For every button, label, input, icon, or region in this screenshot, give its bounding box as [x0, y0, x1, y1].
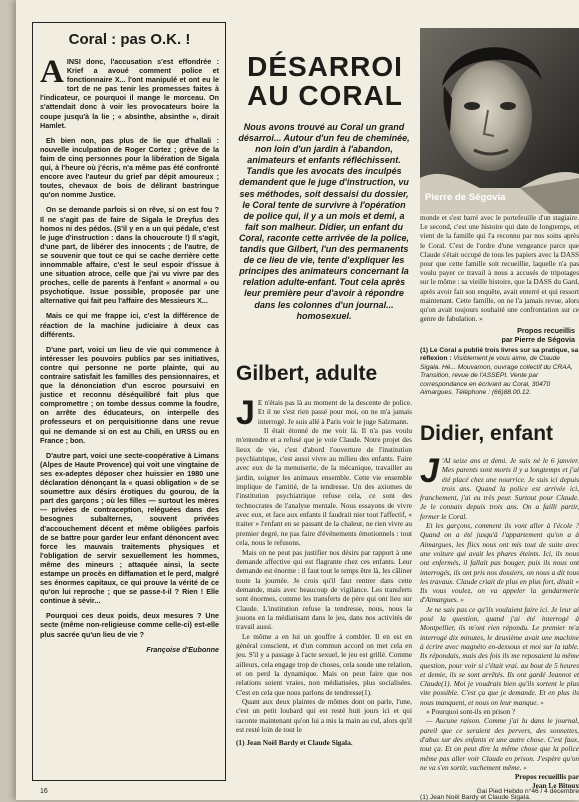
dropcap: A: [40, 54, 64, 90]
portrait-image: [420, 28, 579, 214]
article-intro: Nous avons trouvé au Coral un grand désarroi... Autour d'un feu de cheminée, non loin d'un jardin à l'abandon, animateurs et enfants réfléchissent. Tandis que les avocats des inculpés demandent que le juge d'instruction, vu ses méthodes, soit dessaisi du dossier, le Coral tente de survivre à l'opération de police qui, il y a un mois et demi, a fait son malheur. Didier, un enfant du Coral, raconte cette arrivée de la police, tandis que Gilbert, l'un des permanents de ce lieu de vie, tente d'expliquer les principes des animateurs concernant la relation adulte-enfant. Tout cela après leur première peur d'avoir à répondre dans les colonnes d'un journal... homosexuel.: [238, 122, 410, 321]
byline: Propos recueillis par Jean Le Bitoux: [514, 772, 579, 791]
paragraph: Quant aux deux plaintes de mômes dont on parle, l'une, c'est un petit loubard qui est resté huit jours ici et qui raconte maintenant qu'on lui a mis la main au cul, alors qu'il est resté loin de tout le: [236, 697, 412, 735]
sidebar-paragraph: Mais ce qui me frappe ici, c'est la différence de réaction de la machine judiciaire à deux cas différents.: [40, 311, 219, 339]
title-line: DÉSARROI: [247, 51, 403, 82]
sidebar-paragraph: Eh bien non, pas plus de lie que d'hallali : nouvelle inculpation de Roger Cortez ; grève de la faim de cinq personnes pour la libération de Sigala qui, à l'heure où j'écris, n'a même pas été confronté encore avec l'auteur du grief par dépit amoureux ; toutes, chevaux de bois de délirant bastringue qu'on nomme Justice.: [40, 135, 219, 200]
paragraph: « Pourquoi sont-ils en prison ?: [426, 707, 516, 717]
paragraph: J E n'étais pas là au moment de la descente de police. Et il ne s'est rien passé pour moi, on ne m'a jamais interrogé. Je suis allé à Paris voir le juge Salzmann.: [236, 394, 412, 432]
footnote: (1) Le Coral a publié trois livres sur sa pratique, sa réflexion : Visiblement je vous aime, de Claude Sigala. Hé... Mouvamon, ouvrage collectif du CRAA, Transition, revue de l'ASSEPI. Vente par correspondance en écrivant au Coral, 30470 Aimargues. Téléphone : (66)88.00.12.: [420, 347, 579, 397]
paragraph: Et les garçons, comment ils vont aller à l'école ? Quand on a été jusqu'à l'appartement qu'on a à Aimargues, les flics nous ont mis tout de suite avec une voiture qui avait les phares éteints. Ici, ils nous ont enfermés, il fallait pas bouger, puis ils nous ont interrogés, ils ont pris nos dossiers, on nous a dit tous les travaux. Claude criait de plus en plus fort, disait « Ils vous voulez, on va appeler la gendarmerie d'Aimargues. »: [420, 521, 579, 605]
paragraph: J 'AI seize ans et demi. Je suis né le 6 janvier. Mes parents sont morts il y a longtemps et j'ai été placé chez une nourrice. Je suis ici depuis trois ans. Quand la police est arrivée ici, franchement, j'ai eu très peur. Surtout pour Claude. Je le connais depuis trois ans. On a failli partir, fermer le Coral.: [420, 452, 579, 521]
sidebar-signature: Françoise d'Eubonne: [146, 644, 219, 654]
portrait-photo: [420, 28, 579, 214]
paragraph: Je ne sais pas ce qu'ils voulaient faire ici. Je leur ai posé la question, quand j'ai été interrogé à Montpellier, ils m'ont rien répondu. Le premier m'a interrogé dix minutes, le deuxième avait une machine à écrire avec magnéto en-dessous et moi sur la table. Ils répondais, mais des fois ils me reposaient la même question, pour voir si c'était vrai. au bout de 5 heures et demie, ils se sont arrêtés. Ils ont gardé Jeannot et Claude(1). Moi je voudrais bien qu'ils sortent le plus vite possible. C'est ça que je demande. Et en plus ils nous manquent, et nous on leur manque. »: [420, 604, 579, 707]
section-heading-gilbert: Gilbert, adulte: [236, 362, 378, 385]
continued-text: monde et s'est barré avec le portefeuille d'un stagiaire. Le second, c'est une histoire qui date de longtemps, et vient de la famille qui l'a reconnu par nos soins après le Coral. C'est de l'ordre d'une vengeance parce que Claude s'était occupé de tous les papiers avec la DASS pour que cette famille soit recueillie, laquelle n'a pas voulu payer ce travail à nous a accusés de tripotages sur le môme : sa vieille histoire, que la DASS du Gard, après avoir fait son enquête, avait enterré et qui ressort maintenant. Cette famille, on ne l'a jamais revue, alors qu'on avait toujours souhaité une confrontation sur ce genre de fabulation. »: [420, 214, 579, 324]
paragraph: Mais on ne peut pas justifier nos désirs par rapport à une demande affective qui est flagrante chez ces enfants. Leur demande est énorme : il faut tout le temps être là, les câliner toute la journée. Je crois qu'il faut rentrer dans cette demande, mais avec beaucoup de vigilance. Les transferts sont énormes, comme les transferts de père qui ont lieu sur Claude. L'institution refuse la tendresse, nous, nous la jouons en la médiatisant dans le jeu, dans nos activités de travail aussi.: [236, 547, 412, 632]
section-gilbert: [236, 394, 412, 780]
page-number: 16: [40, 788, 48, 795]
sidebar-title: Coral : pas O.K. !: [68, 31, 191, 48]
paragraph: — Aucune raison. Comme j'ai lu dans le journal, pareil que ce seraient des pervers, des sonnettes, d'abus sur des enfants et une autre chose. C'est faux, tout ça. Et on peut dire la même chose que la police même pas aller voir Claude en prison. J'espère qu'on ne va s'en sortir, vachement même. »: [420, 716, 579, 772]
footnote: (1) Jean Noël Bardy et Claude Sigala.: [420, 793, 531, 801]
sidebar-paragraph: AINSI donc, l'accusation s'est effondrée : Krief a avoué comment police et fonctionnaire X... l'ont manipulé et ont eu le tort de ne pas tenir les promesses faites à l'indicateur, ce pourquoi il mange le morceau. On s'attendait donc à voir les provocateurs boire la coupe jusqu'à la lie ; « absinthe, absinthe », dirait Hamlet.: [40, 54, 219, 130]
sidebar-paragraph: Pourquoi ces deux poids, deux mesures ? Une secte (même non-religieuse comme celle-ci) est-elle plus sacrée qu'un lieu de vie ?: [40, 611, 219, 639]
article-title: [236, 52, 414, 110]
paragraph: Le môme a en lui un gouffre à combler. Il en est en général conscient, et d'un commun accord on met cela en jeu. S'il y a passage à l'acte sexuel, le jeu est grillé. Comme ailleurs, cela engage trop de choses, cela soude une relation, et on perd la dynamique. Mais on peut faire que nos relations soient vraies, non médiatisées, plus socialisées. C'est en cela que nous parlons de tendresse(1).: [236, 631, 412, 697]
sidebar-paragraph: D'une part, voici un lieu de vie qui commence à intéresser les pouvoirs publics par ses initiatives, contre qui personne ne porte plainte, qui au contraire satisfait les familles des pensionnaires, et que la dénonciation d'un escroc poursuivi en justice et reconnu déséquilibré fait plus que compromettre ; on tombe dessus comme la foudre, on arrête des éducateurs, on interpelle des professeurs et on perquisitionne dans une revue qui ne demande si on est au Chili, en URSS ou en France ; bon.: [40, 344, 219, 445]
sidebar-article-box: [32, 22, 226, 781]
photo-caption: Pierre de Ségovia: [425, 192, 506, 203]
paragraph: Il était étonné de me voir là. Il n'a pas voulu m'entendre et a refusé que je voie Claude. Notre projet des lieux de vie, c'est d'abord l'ouverture de l'institution psychiatrique, c'est aussi vivre au milieu des enfants. Faire avec eux de la menuiserie, de la mécanique, travailler au jardin, soigner les animaux ensemble. Cette vie ensemble implique de l'amitié, de la tendresse. Un des axiomes de l'institution psychiatrique refuse cela, ce sont des technocrates de l'analyse mentale. Nous essayons de vivre avec eux, et face aux enfants il faudrait nier tout l'affectif, « traiter » l'enfant en se passant de la chaleur, ne rien vivre au premier degré, ne pas faire d'événements émotionnels : tout cela, nous le refusons.: [236, 426, 412, 548]
title-line: AU CORAL: [247, 80, 403, 111]
publication-footer: Gai Pied Hebdo n°46 / 4 décembre: [476, 788, 579, 795]
byline: Propos recueillis par Pierre de Ségovia: [501, 326, 575, 344]
dropcap: J: [236, 394, 255, 432]
dropcap: J: [420, 452, 439, 490]
sidebar-paragraph: D'autre part, voici une secte-coopérative à Limans (Alpes de Haute Provence) qui voit une vingtaine de ses ex-adeptes déposer chez huissier en 1980 une déclaration dénonçant la « quasi obligation » de se soumettre aux désirs érotiques du gourou, de la part des garçons ; où les filles — surtout les mères — privées de contraception, reléguées dans des besognes subalternes, souvent privées d'accouchement décent et même obligées parfois de se battre pour garder leur enfant dénoncent avec force les mauvais traitements physiques et l'obligation de servir sexuellement les hommes, même des mineurs ; attaquée ainsi, la secte estampe un procès en diffamation et le perd, malgré ses énormes capitaux, ce qui prouve la vérité de ce qu'on lui reproche ; que se passe-t-il ? Rien ! Elle continue à sévir...: [40, 450, 219, 606]
sidebar-paragraph: On se demande parfois si on rêve, si on est fou ? Il ne s'agit pas de faire de Sigala le Dreyfus des homos ni des pédos. (S'il y en a un qui pédale, c'est le juge d'instruction : dans la choucroute !) Il s'agit, d'une part, de libérer des innocents ; de l'autre, de se souvenir que tout ce qui se cache derrière cette innommable affaire, c'est le seul espoir d'issue à une situation atroce, celle que j'ai vu vivre par des proches, celle de parents à l'enfant « anormal » ou psychotique. Issue possible, proposée par une alternative qui fait peu l'affaire des Messieurs X...: [40, 205, 219, 306]
section-heading-didier: Didier, enfant: [420, 422, 554, 445]
footnote: (1) Jean Noël Bardy et Claude Sigala.: [236, 738, 353, 748]
